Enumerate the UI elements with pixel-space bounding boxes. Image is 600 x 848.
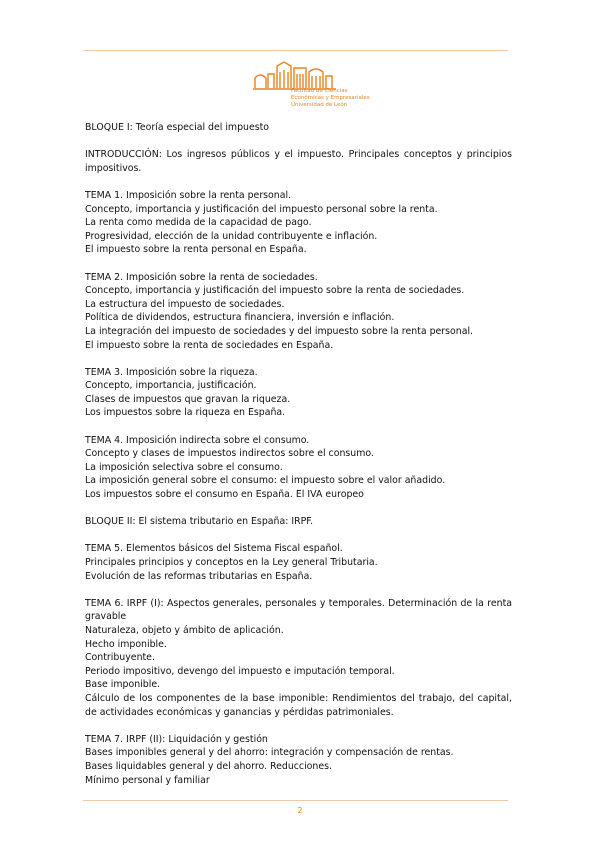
page-number: 2 (297, 806, 303, 815)
footer-rule (83, 800, 508, 801)
tema-6-item: Periodo impositivo, devengo del impuesto e imputación temporal. (85, 665, 395, 677)
block-2-heading: BLOQUE II: El sistema tributario en España: IRPF. (85, 516, 314, 528)
tema-2-item: El impuesto sobre la renta de sociedades en España. (85, 339, 334, 351)
tema-7-item: Bases liquidables general y del ahorro. Reducciones. (85, 760, 332, 772)
tema-3-title: TEMA 3. Imposición sobre la riqueza. (85, 366, 258, 378)
tema-6-title: TEMA 6. IRPF (I): Aspectos generales, personales y temporales. Determinación de la renta gravable (85, 597, 512, 623)
tema-4-item: La imposición general sobre el consumo: el impuesto sobre el valor añadido. (85, 475, 446, 487)
tema-4-item: Concepto y clases de impuestos indirectos sobre el consumo. (85, 448, 374, 460)
tema-2-item: La integración del impuesto de sociedades y del impuesto sobre la renta personal. (85, 325, 474, 337)
tema-3-item: Clases de impuestos que gravan la riqueza. (85, 393, 291, 405)
tema-2 (85, 271, 512, 353)
tema-3 (85, 366, 512, 420)
tema-7-title: TEMA 7. IRPF (II): Liquidación y gestión (85, 733, 268, 745)
tema-6-item: Base imponible. (85, 679, 161, 691)
header-rule (83, 50, 508, 51)
tema-7 (85, 733, 512, 787)
tema-5-item: Evolución de las reformas tributarias en España. (85, 570, 313, 582)
tema-1-item: Concepto, importancia y justificación del impuesto personal sobre la renta. (85, 203, 438, 215)
tema-5-item: Principales principios y conceptos en la Ley general Tributaria. (85, 557, 378, 568)
tema-1 (85, 189, 512, 257)
block-heading (85, 515, 512, 529)
tema-2-item: Concepto, importancia y justificación del impuesto sobre la renta de sociedades. (85, 285, 465, 297)
tema-6 (85, 597, 512, 719)
tema-5 (85, 542, 512, 583)
tema-7-item: Bases imponibles general y del ahorro: integración y compensación de rentas. (85, 747, 454, 759)
tema-6-item: Cálculo de los componentes de la base imponible: Rendimientos del trabajo, del capital, de actividades económicas y ganancias y pérdidas patrimoniales. (85, 692, 512, 718)
syllabus-content (85, 121, 512, 801)
logo-line: Económicas y Empresariales (291, 95, 370, 101)
block-1-heading: BLOQUE I: Teoría especial del impuesto (85, 122, 270, 133)
tema-5-title: TEMA 5. Elementos básicos del Sistema Fiscal español. (85, 543, 343, 555)
tema-6-item: Contribuyente. (85, 652, 155, 664)
tema-3-item: Los impuestos sobre la riqueza en España. (85, 407, 286, 419)
block-heading (85, 121, 512, 135)
tema-4-item: Los impuestos sobre el consumo en España. El IVA europeo (85, 489, 364, 501)
tema-4 (85, 434, 512, 502)
tema-6-item: Naturaleza, objeto y ámbito de aplicación. (85, 624, 284, 636)
tema-7-item: Mínimo personal y familiar (85, 774, 210, 786)
tema-1-item: Progresividad, elección de la unidad contribuyente e inflación. (85, 230, 378, 242)
tema-6-item: Hecho imponible. (85, 638, 167, 650)
tema-1-item: La renta como medida de la capacidad de pago. (85, 217, 312, 229)
tema-2-item: La estructura del impuesto de sociedades. (85, 298, 285, 310)
tema-1-title: TEMA 1. Imposición sobre la renta personal. (85, 189, 292, 201)
logo-text (291, 88, 370, 109)
tema-2-item: Política de dividendos, estructura financiera, inversión e inflación. (85, 312, 395, 324)
logo-line: Facultad de Ciencias (291, 88, 348, 94)
logo-line: Universidad de León (291, 102, 348, 108)
introduction-text: INTRODUCCIÓN: Los ingresos públicos y el impuesto. Principales conceptos y principios impositivos. (85, 149, 512, 174)
tema-3-item: Concepto, importancia, justificación. (85, 380, 257, 392)
tema-2-title: TEMA 2. Imposición sobre la renta de sociedades. (85, 271, 318, 283)
tema-4-item: La imposición selectiva sobre el consumo. (85, 461, 283, 473)
tema-4-title: TEMA 4. Imposición indirecta sobre el consumo. (85, 434, 310, 446)
introduction (85, 148, 512, 175)
tema-1-item: El impuesto sobre la renta personal en España. (85, 244, 307, 256)
